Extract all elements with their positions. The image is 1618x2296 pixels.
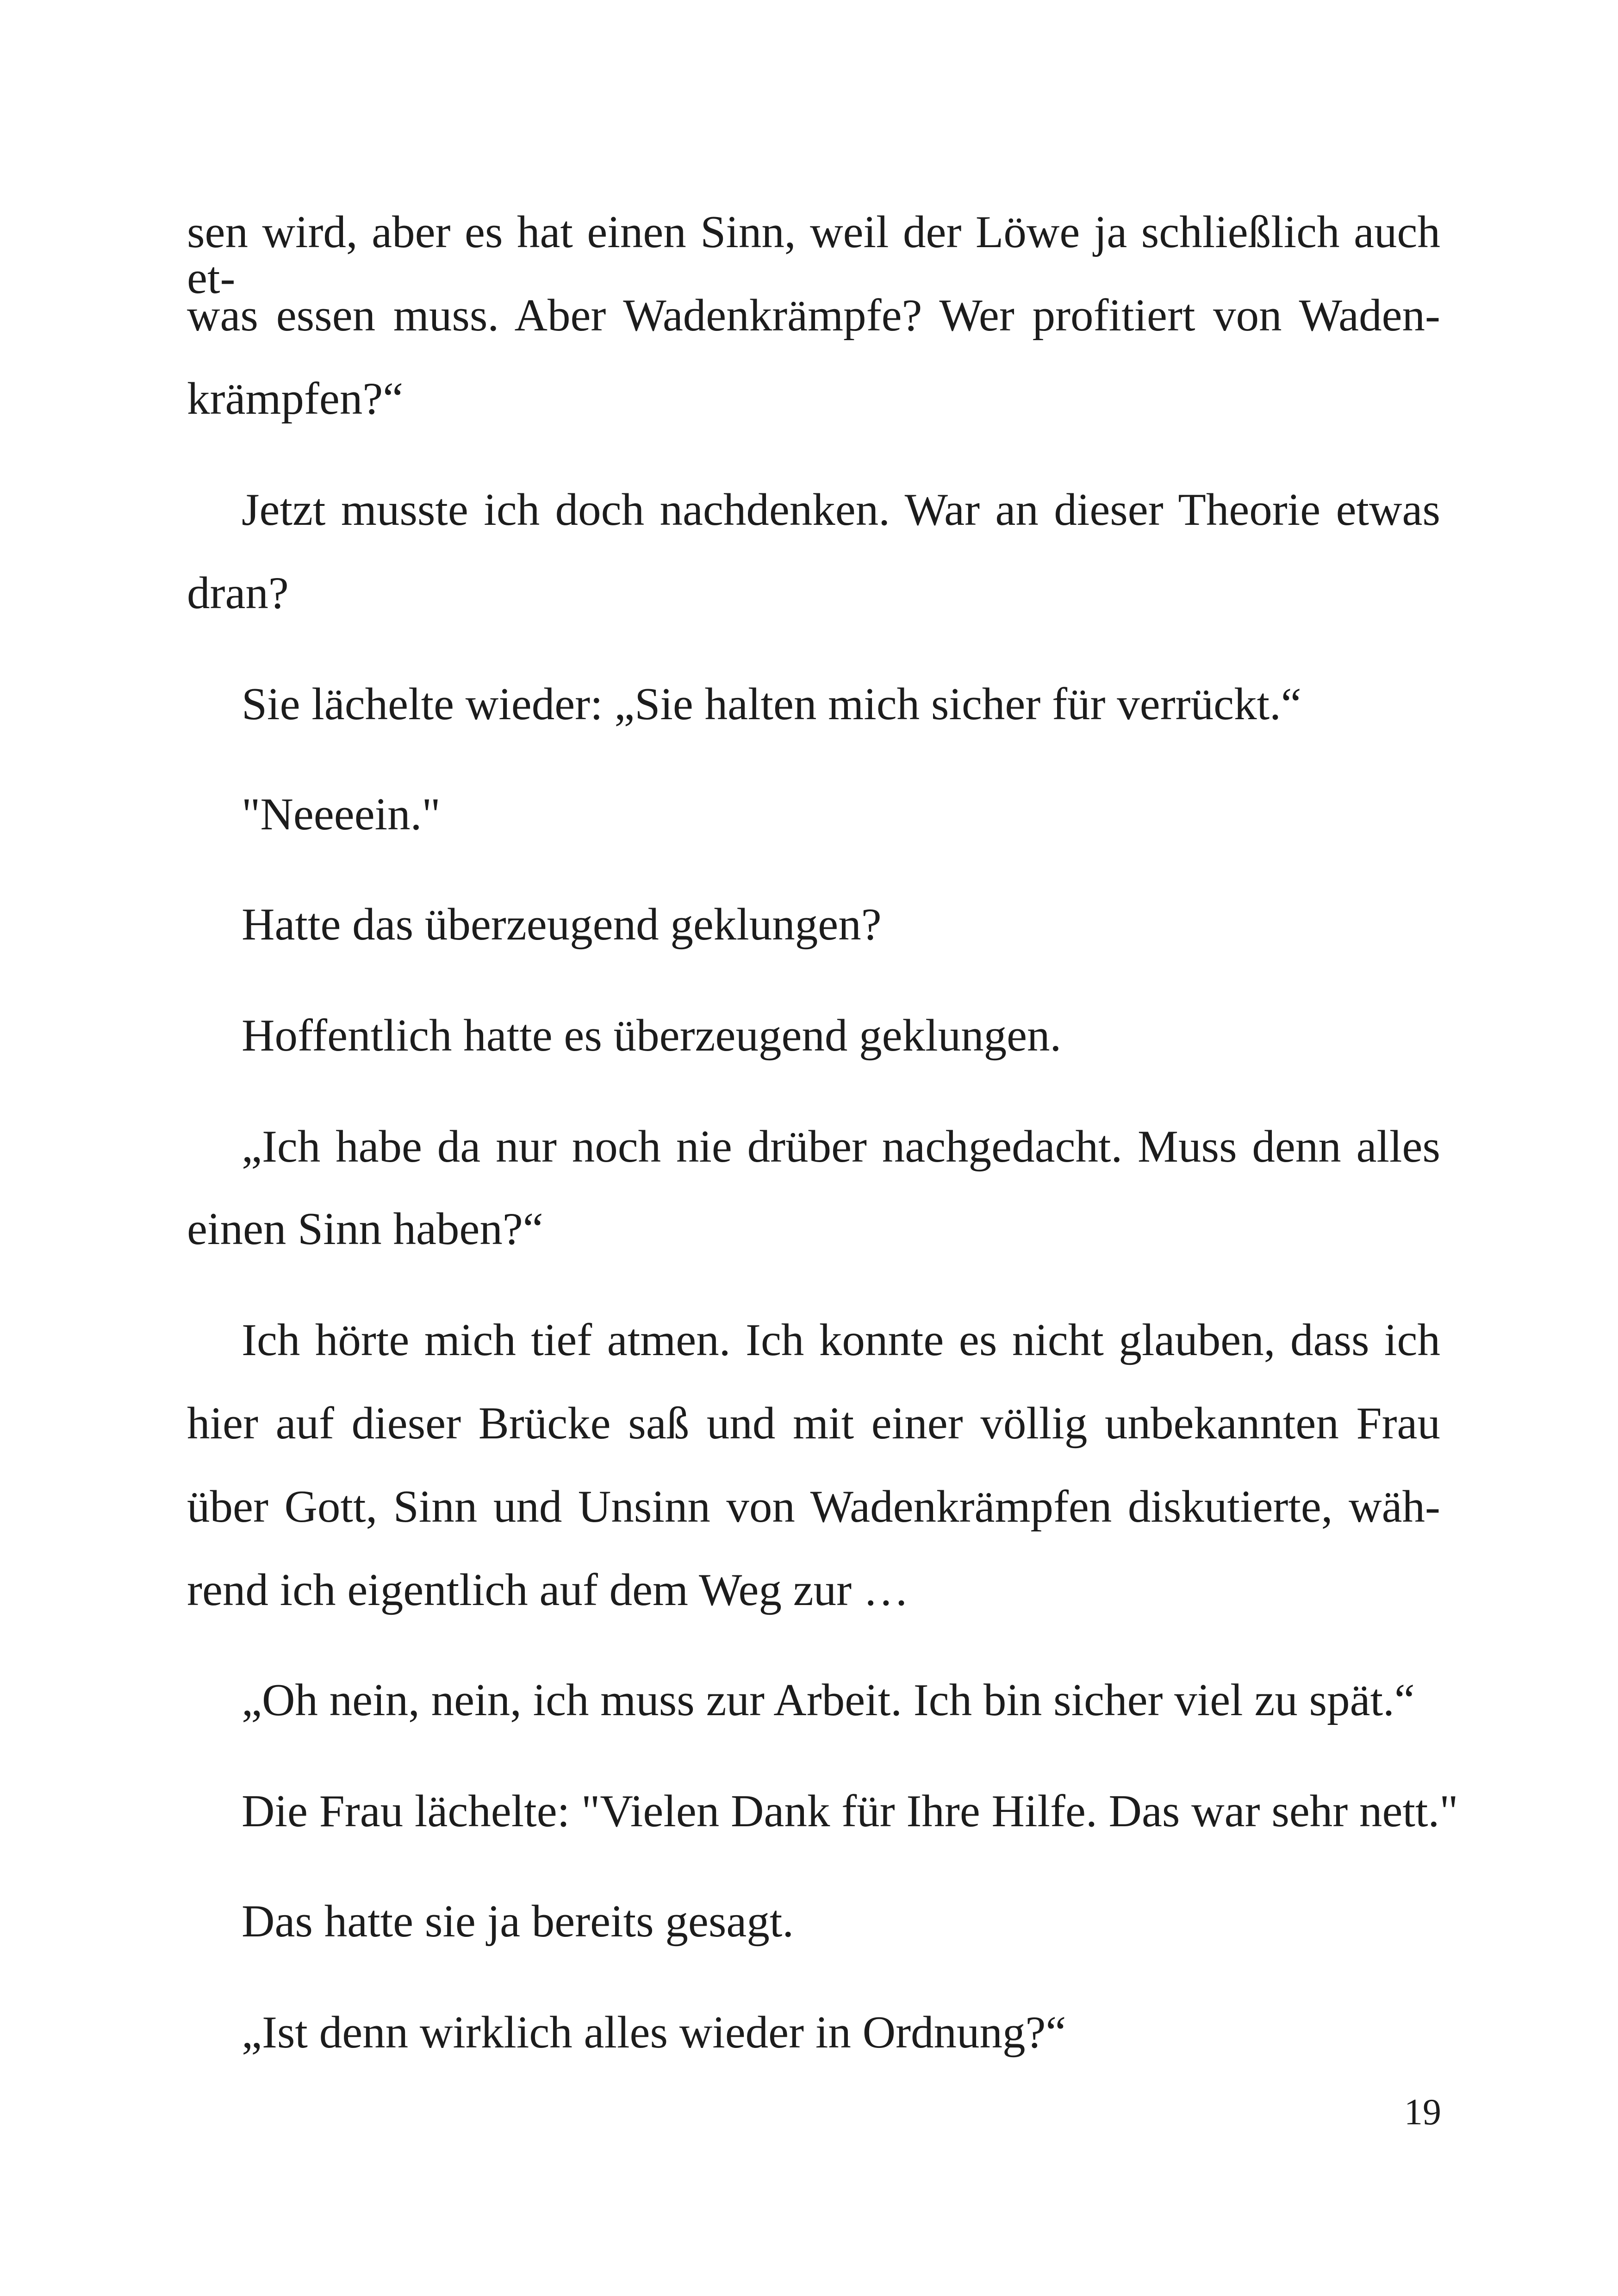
text-line: Hatte das überzeugend geklungen? xyxy=(242,899,882,950)
text-line: einen Sinn haben?“ xyxy=(187,1204,543,1254)
text-line: krämpfen?“ xyxy=(187,373,404,424)
text-line: sen wird, aber es hat einen Sinn, weil der Löwe ja schließlich auch et- xyxy=(187,207,1440,303)
text-line: Ich hörte mich tief atmen. Ich konnte es nicht glauben, dass ich xyxy=(242,1315,1440,1365)
text-line: Das hatte sie ja bereits gesagt. xyxy=(242,1896,794,1947)
text-line: „Ist denn wirklich alles wieder in Ordnung?“ xyxy=(242,2007,1066,2058)
text-line: „Ich habe da nur noch nie drüber nachgedacht. Muss denn alles xyxy=(242,1121,1440,1172)
text-line: rend ich eigentlich auf dem Weg zur … xyxy=(187,1565,909,1615)
text-line: hier auf dieser Brücke saß und mit einer völlig unbekannten Frau xyxy=(187,1398,1440,1449)
page-number: 19 xyxy=(1404,2092,1441,2133)
text-line: Die Frau lächelte: "Vielen Dank für Ihre Hilfe. Das war sehr nett." xyxy=(242,1786,1458,1836)
text-line: Jetzt musste ich doch nachdenken. War an dieser Theorie etwas xyxy=(242,485,1440,535)
text-line: Hoffentlich hatte es überzeugend geklungen. xyxy=(242,1010,1062,1061)
text-line: „Oh nein, nein, ich muss zur Arbeit. Ich bin sicher viel zu spät.“ xyxy=(242,1675,1415,1725)
text-line: über Gott, Sinn und Unsinn von Wadenkrämpfen diskutierte, wäh- xyxy=(187,1481,1440,1532)
text-line: Sie lächelte wieder: „Sie halten mich sicher für verrückt.“ xyxy=(242,679,1301,729)
text-line: dran? xyxy=(187,568,289,618)
text-line: was essen muss. Aber Wadenkrämpfe? Wer profitiert von Waden- xyxy=(187,290,1440,341)
text-line: "Neeeein." xyxy=(242,789,441,840)
